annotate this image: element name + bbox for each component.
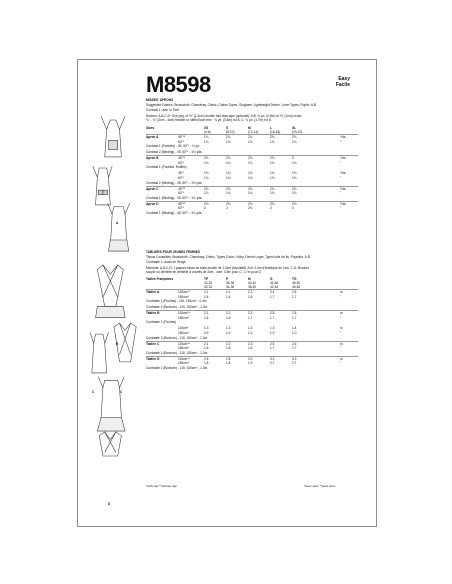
- row-value: 1¾: [248, 176, 253, 180]
- size-header: M: [248, 126, 251, 130]
- row-value: 1.0: [270, 331, 275, 335]
- row-value: 1¾: [292, 176, 297, 180]
- suggested-fabrics: Suggested Fabrics: Broadcloth, Chambray, Chintz, Cotton Types, Gingham, Lightweight Denim, Linen Types, Poplin. A,B: [146, 103, 317, 107]
- row-width: 45"**: [178, 135, 186, 139]
- row-width: 115cm**: [178, 356, 190, 361]
- size-subheader-alt: 38-40: [248, 285, 257, 289]
- row-value: 2: [204, 206, 206, 211]
- size-header: TP: [204, 277, 209, 281]
- row-value: 1.6: [248, 294, 253, 299]
- row-value: 1¾: [226, 171, 231, 176]
- row-label: Apron C: [146, 186, 159, 191]
- size-subheader: (20-22): [292, 130, 303, 134]
- title-en: MISSES' APRONS: [146, 98, 174, 102]
- notions: Notions: A,B,C,D: One pkg. of ½" (1.3cm) double fold bias tape (optional). A,B: ¾ yd. (0.5m) of ¾" (1cm) ricrac: [146, 114, 302, 118]
- row-width: 150cm*: [178, 315, 189, 320]
- row-value: 2.3: [248, 341, 253, 346]
- row-value: 1¾: [204, 176, 209, 180]
- row-width: 60"*: [178, 206, 184, 211]
- size-subheader: 48-50: [292, 281, 301, 285]
- row-unit: Yds.: [340, 171, 347, 176]
- row-value: 3.0: [248, 356, 253, 361]
- row-width: 60"*: [178, 176, 184, 180]
- row-value: 2.3: [248, 290, 253, 294]
- row-unit: ": [340, 139, 342, 144]
- tissus-conseilles: Tissus Conseillés: Broadcloth, Chambray, Chintz, Types Coton, Vichy, Denim Léger, Types toile de lin, Popeline. A,B: [146, 255, 310, 259]
- row-value: 1.7: [270, 294, 275, 299]
- row-value: 2¾: [248, 201, 253, 206]
- size-header: XS: [204, 126, 209, 130]
- contrast1-note: Contrast 1: also in Twill: [146, 108, 179, 112]
- row-value: 1¾: [204, 191, 209, 196]
- row-value: 1.0: [292, 331, 297, 335]
- footnote-right: *avec sens **sans sens: [304, 484, 336, 488]
- row-value: 1.7: [292, 294, 297, 299]
- size-header: M: [248, 277, 251, 281]
- figure-label-c-back: C: [120, 390, 123, 394]
- row-value: 1¾: [248, 171, 253, 176]
- row-value: 2.1: [226, 290, 231, 294]
- difficulty-fr: Facile: [335, 82, 350, 88]
- row-value: 2.5: [270, 341, 275, 346]
- row-width: 45"*: [178, 171, 184, 176]
- row-value: 1.4: [292, 326, 297, 331]
- row-unit: Yds.: [340, 135, 347, 139]
- row-value: 2.7: [270, 361, 275, 366]
- row-value: 1¾: [226, 191, 231, 196]
- row-unit: Yds.: [340, 201, 347, 206]
- row-width: 150cm*: [178, 346, 189, 351]
- row-value: 1¾: [204, 160, 209, 165]
- row-value: 1¾: [292, 139, 297, 144]
- row-width: 45"**: [178, 201, 186, 206]
- row-value: 1.6: [226, 315, 231, 320]
- row-value: 3.2: [270, 356, 275, 361]
- row-value: 2.6: [292, 311, 297, 316]
- row-value: 2.1: [204, 341, 209, 346]
- size-subheader-alt: 30-32: [204, 285, 213, 289]
- row-value: 1.7: [270, 315, 275, 320]
- row-label: Contrast 1 (Binding) - 45, 60"* - 1¾ yds.: [146, 195, 203, 200]
- pattern-number: M8598: [146, 72, 211, 97]
- row-width: 115cm**: [178, 290, 190, 294]
- row-value: 2¾: [292, 201, 297, 206]
- sizes-label: Sizes: [146, 126, 155, 130]
- row-unit: Yds.: [340, 186, 347, 191]
- footnote-left: *with nap **without nap: [146, 484, 177, 488]
- row-label: Contraste 1 (Bordure) - 115, 150cm* - 1.3m: [146, 350, 208, 355]
- size-header: L: [270, 126, 272, 130]
- row-label: Contraste 2 (Bordure) - 115, 150cm* - 1.3m: [146, 335, 208, 340]
- row-value: 2.5: [270, 311, 275, 316]
- row-unit: m: [340, 290, 343, 294]
- row-value: 2.1: [204, 290, 209, 294]
- notions-continued: ¾" - ¾" (2cm - 4cm) flexible or ruffled lace trim · ¾ yd. (0.8m) for A; C: ¾ yd. (1.7m) for D.: [146, 118, 273, 122]
- row-value: 2.1: [204, 311, 209, 316]
- figure-label-d: D: [108, 502, 111, 506]
- row-value: 2¾: [248, 206, 253, 211]
- size-subheader-alt: 46-48: [292, 285, 301, 289]
- row-value: 1¾: [292, 160, 297, 165]
- row-value: 1¾: [226, 176, 231, 180]
- row-value: 2¾: [226, 135, 231, 139]
- row-value: 2¾: [226, 156, 231, 161]
- title-fr: TABLIERS POUR JEUNES FEMMES: [146, 250, 200, 254]
- size-subheader: (8-10): [226, 130, 235, 134]
- row-value: 2.2: [226, 311, 231, 316]
- row-value: 1¾: [270, 139, 275, 144]
- row-unit: ": [340, 331, 342, 335]
- row-width: 115cm**: [178, 311, 190, 316]
- row-label: Apron B: [146, 156, 159, 161]
- row-value: 1¾: [248, 191, 253, 196]
- size-header: TG: [292, 277, 297, 281]
- contraste-note: Contraste 1: aussi en Sergé: [146, 260, 186, 264]
- row-label: Contrast 2 (Binding) - 45, 60"* - 1¾ yds.: [146, 150, 203, 155]
- row-value: 1.6: [204, 346, 209, 351]
- row-value: 1.3: [248, 326, 253, 331]
- row-value: 1¾: [270, 160, 275, 165]
- row-width: 60"*: [178, 139, 184, 144]
- row-value: 2.6: [292, 290, 297, 294]
- row-unit: ": [340, 315, 342, 320]
- size-subheader-alt: 42-44: [270, 285, 279, 289]
- row-value: 2¾: [204, 186, 209, 191]
- row-label: Contrast 2 (Binding) - 45, 60"* - 1¾ yds.: [146, 180, 203, 185]
- row-value: 2¾: [270, 201, 275, 206]
- row-value: 1¾: [204, 135, 209, 139]
- row-value: 2¾: [270, 186, 275, 191]
- size-header: S: [226, 126, 229, 130]
- row-value: 2¾: [226, 201, 231, 206]
- size-subheader: 32-34: [204, 281, 213, 285]
- row-value: 2¾: [270, 156, 275, 161]
- row-unit: ": [340, 346, 342, 351]
- row-value: 2.6: [292, 341, 297, 346]
- row-label: Contraste 1 (Bordure) - 115, 150cm* - 1.3m: [146, 366, 208, 370]
- row-unit: ": [340, 206, 342, 211]
- row-label: Contrast 1 (Pockets) - 45, 60"* - ¾ yd.: [146, 144, 200, 149]
- row-value: 1.0: [226, 331, 231, 335]
- difficulty-en: Easy: [338, 76, 350, 82]
- size-header: G: [270, 277, 273, 281]
- mercerie-continued: souple ou dentelle en dentelle à volants de 2cm - 4cm: 0.8m pour C, 1.7m pour D.: [146, 270, 262, 274]
- mercerie: Mercerie: A,B,C,D: 1 paquet ruban de biais double de 1.3cm (facultatif). A,B: 0.5m d'élastique de 1cm. C,D: Bordure: [146, 266, 310, 270]
- row-value: 1.7: [270, 346, 275, 351]
- row-value: 2¾: [248, 186, 253, 191]
- row-value: 1.7: [248, 315, 253, 320]
- row-unit: ": [340, 160, 342, 165]
- row-value: 1.6: [204, 294, 209, 299]
- size-subheader: (12-14): [248, 130, 259, 134]
- row-label: Tablier A: [146, 290, 160, 294]
- row-value: 1¾: [270, 171, 275, 176]
- row-value: 2¾: [204, 201, 209, 206]
- row-value: 2: [226, 206, 228, 211]
- row-value: 1¾: [204, 139, 209, 144]
- row-unit: ": [340, 361, 342, 366]
- size-header: P: [226, 277, 229, 281]
- row-unit: ": [340, 191, 342, 196]
- row-width: 60"*: [178, 160, 184, 165]
- sizes-label: Tailles Françaises: [146, 277, 174, 281]
- size-subheader: 44-46: [270, 281, 279, 285]
- size-subheader: (16-18): [270, 130, 281, 134]
- pattern-envelope-back: [77, 59, 377, 527]
- row-value: 2¾: [270, 135, 275, 139]
- figure-label-b: B: [116, 342, 119, 346]
- row-label: Contrast 1 (Pockets, Ruffles): [146, 165, 187, 170]
- row-label: Contrast 1 (Binding) - 45, 60"* - 1¾ yds.: [146, 211, 203, 215]
- row-label: Contraste 2 (Bordure) - 115, 150cm* - 1.3m: [146, 305, 208, 310]
- row-value: 2.7: [292, 361, 297, 366]
- size-header: XL: [292, 126, 297, 130]
- row-value: 2¾: [226, 186, 231, 191]
- row-value: 1.3: [226, 326, 231, 331]
- row-value: 1¾: [226, 160, 231, 165]
- row-value: 1¾: [270, 191, 275, 196]
- row-unit: m: [340, 311, 343, 316]
- size-subheader-alt: 34-36: [226, 285, 235, 289]
- row-value: 1.6: [204, 315, 209, 320]
- size-subheader: 36-38: [226, 281, 235, 285]
- row-value: 1¾: [270, 176, 275, 180]
- row-value: 3.3: [292, 356, 297, 361]
- row-width: 150cm*: [178, 331, 189, 335]
- row-unit: Yds.: [340, 156, 347, 161]
- row-value: 2¾: [248, 135, 253, 139]
- row-value: 1.3: [270, 326, 275, 331]
- row-value: 1¾: [248, 139, 253, 144]
- row-value: 2.4: [270, 290, 275, 294]
- row-label: Contraste 1 (Poches): [146, 320, 177, 325]
- row-value: 2¾: [204, 156, 209, 161]
- row-value: 1.3: [204, 326, 209, 331]
- row-value: 1.7: [292, 315, 297, 320]
- row-value: 1¾: [204, 171, 209, 176]
- row-label: Tablier B: [146, 311, 160, 316]
- row-value: 2¾: [248, 156, 253, 161]
- row-width: 115cm**: [178, 341, 190, 346]
- row-width: 45"**: [178, 186, 186, 191]
- row-width: 150cm*: [178, 294, 189, 299]
- apron-illustrations: [90, 98, 138, 478]
- row-unit: m: [340, 356, 343, 361]
- row-value: 2¾: [292, 135, 297, 139]
- row-width: 45"**: [178, 156, 186, 161]
- row-unit: m: [340, 326, 343, 331]
- row-value: 3: [292, 156, 294, 161]
- row-value: 1.7: [292, 346, 297, 351]
- row-label: Apron D: [146, 201, 159, 206]
- row-value: 1.6: [226, 294, 231, 299]
- row-value: 1.6: [226, 346, 231, 351]
- row-unit: ": [340, 176, 342, 180]
- row-value: 1¾: [226, 139, 231, 144]
- row-value: 2¾: [292, 186, 297, 191]
- row-unit: ": [340, 294, 342, 299]
- row-value: 1.8: [226, 361, 231, 366]
- row-value: 1.0: [248, 331, 253, 335]
- row-value: 2: [270, 206, 272, 211]
- size-subheader: (4-6): [204, 130, 211, 134]
- row-label: Apron A: [146, 135, 159, 139]
- row-value: 1.8: [204, 361, 209, 366]
- row-width: 60"*: [178, 191, 184, 196]
- row-value: 0.9: [204, 331, 209, 335]
- row-value: 1¾: [292, 171, 297, 176]
- figure-label-a: A: [116, 221, 119, 225]
- row-unit: m: [340, 341, 343, 346]
- row-width: 115cm*: [178, 326, 189, 331]
- size-subheader: 40-42: [248, 281, 257, 285]
- row-value: 1.6: [248, 346, 253, 351]
- difficulty-label: [336, 76, 350, 88]
- row-label: Tablier D: [146, 356, 160, 361]
- row-value: 1¾: [292, 191, 297, 196]
- row-width: 150cm*: [178, 361, 189, 366]
- row-value: 2.8: [204, 356, 209, 361]
- row-label: Contraste 1 (Poches) - 115, 150cm* - 0.4m: [146, 299, 207, 304]
- row-value: 1.9: [248, 361, 253, 366]
- figure-label-c-front: C: [92, 390, 95, 394]
- row-value: 2: [292, 206, 294, 211]
- row-value: 2.3: [248, 311, 253, 316]
- row-value: 2.2: [226, 341, 231, 346]
- row-value: 1¾: [248, 160, 253, 165]
- row-label: Tablier C: [146, 341, 160, 346]
- row-value: 2.8: [226, 356, 231, 361]
